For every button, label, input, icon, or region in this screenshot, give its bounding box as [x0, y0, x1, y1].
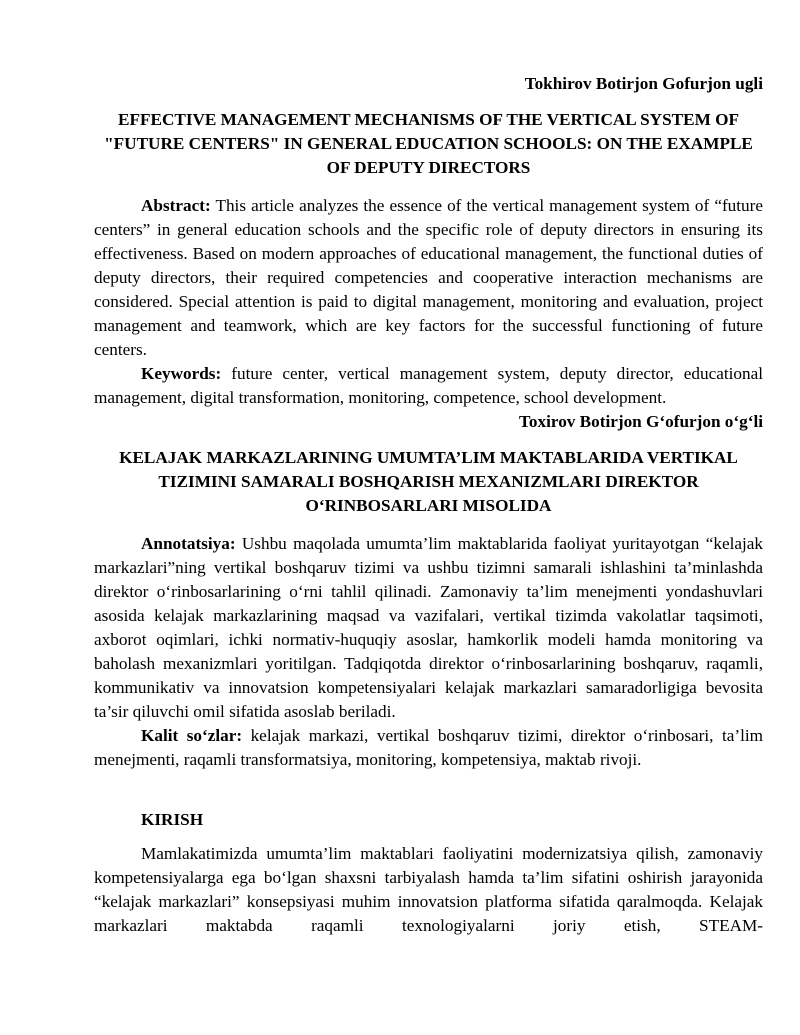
introduction-heading: KIRISH	[141, 810, 204, 829]
uzbek-abstract	[94, 532, 763, 724]
uzbek-keywords-text: kelajak markazi, vertikal boshqaruv tizimi, direktor o‘rinbosari, ta’lim menejmenti, raqamli transformatsiya, monitoring, kompetensiya, maktab rivoji.	[94, 726, 763, 769]
english-keywords	[94, 362, 763, 410]
uzbek-title: KELAJAK MARKAZLARINING UMUMTA’LIM MAKTABLARIDA VERTIKAL TIZIMINI SAMARALI BOSHQARISH MEXANIZMLARI DIREKTOR O‘RINBOSARLARI MISOLIDA	[119, 448, 738, 515]
uzbek-keywords-label: Kalit so‘zlar:	[141, 726, 243, 745]
uzbek-abstract-text: Ushbu maqolada umumta’lim maktablarida faoliyat yuritayotgan “kelajak markazlari”ning vertikal boshqaruv tizimi va ushbu tizimni samarali ishlashini ta’minlashda direktor o‘rinbosarlarining o‘rni tahlil qilinadi. Zamonaviy ta’lim menejmenti yondashuvlari asosida kelajak markazlarining maqsad va vazifalari, vertikal tizimda vakolatlar taqsimoti, axborot oqimlari, ichki normativ-huquqiy asoslar, hamkorlik modeli hamda monitoring va baholash mexanizmlari yoritilgan. Tadqiqotda direktor o‘rinbosarlarining boshqaruv, raqamli, kommunikativ va innovatsion kompetensiyalari kelajak markazlari samaradorligiga bevosita ta’sir qiluvchi omil sifatida asoslab beriladi.	[94, 534, 763, 721]
english-keywords-text: future center, vertical management system, deputy director, educational management, digital transformation, monitoring, competence, school development.	[94, 364, 763, 407]
english-keywords-label: Keywords:	[141, 364, 222, 383]
uzbek-abstract-label: Annotatsiya:	[141, 534, 236, 553]
uzbek-keywords	[94, 724, 763, 772]
section-gap	[94, 772, 763, 808]
english-abstract-text: This article analyzes the essence of the vertical management system of “future centers” in general education schools and the specific role of deputy directors in ensuring its effectiveness. Based on modern approaches of educational management, the functional duties of deputy directors, their required competencies and cooperative interaction mechanisms are considered. Special attention is paid to digital management, monitoring and evaluation, project management and teamwork, which are key factors for the successful functioning of future centers.	[94, 196, 763, 359]
english-abstract	[94, 194, 763, 362]
english-abstract-label: Abstract:	[141, 196, 211, 215]
english-title: EFFECTIVE MANAGEMENT MECHANISMS OF THE VERTICAL SYSTEM OF "FUTURE CENTERS" IN GENERAL EDUCATION SCHOOLS: ON THE EXAMPLE OF DEPUTY DIRECTORS	[104, 110, 753, 177]
uzbek-author: Toxirov Botirjon G‘ofurjon o‘g‘li	[519, 412, 763, 431]
english-author: Tokhirov Botirjon Gofurjon ugli	[524, 74, 763, 93]
introduction-paragraph: Mamlakatimizda umumta’lim maktablari faoliyatini modernizatsiya qilish, zamonaviy kompetensiyalarga ega bo‘lgan shaxsni tarbiyalash hamda ta’lim sifatini oshirish jarayonida “kelajak markazlari” konsepsiyasi muhim innovatsion platforma sifatida qaralmoqda. Kelajak markazlari maktabda raqamli texnologiyalarni joriy etish, STEAM-	[94, 844, 763, 935]
